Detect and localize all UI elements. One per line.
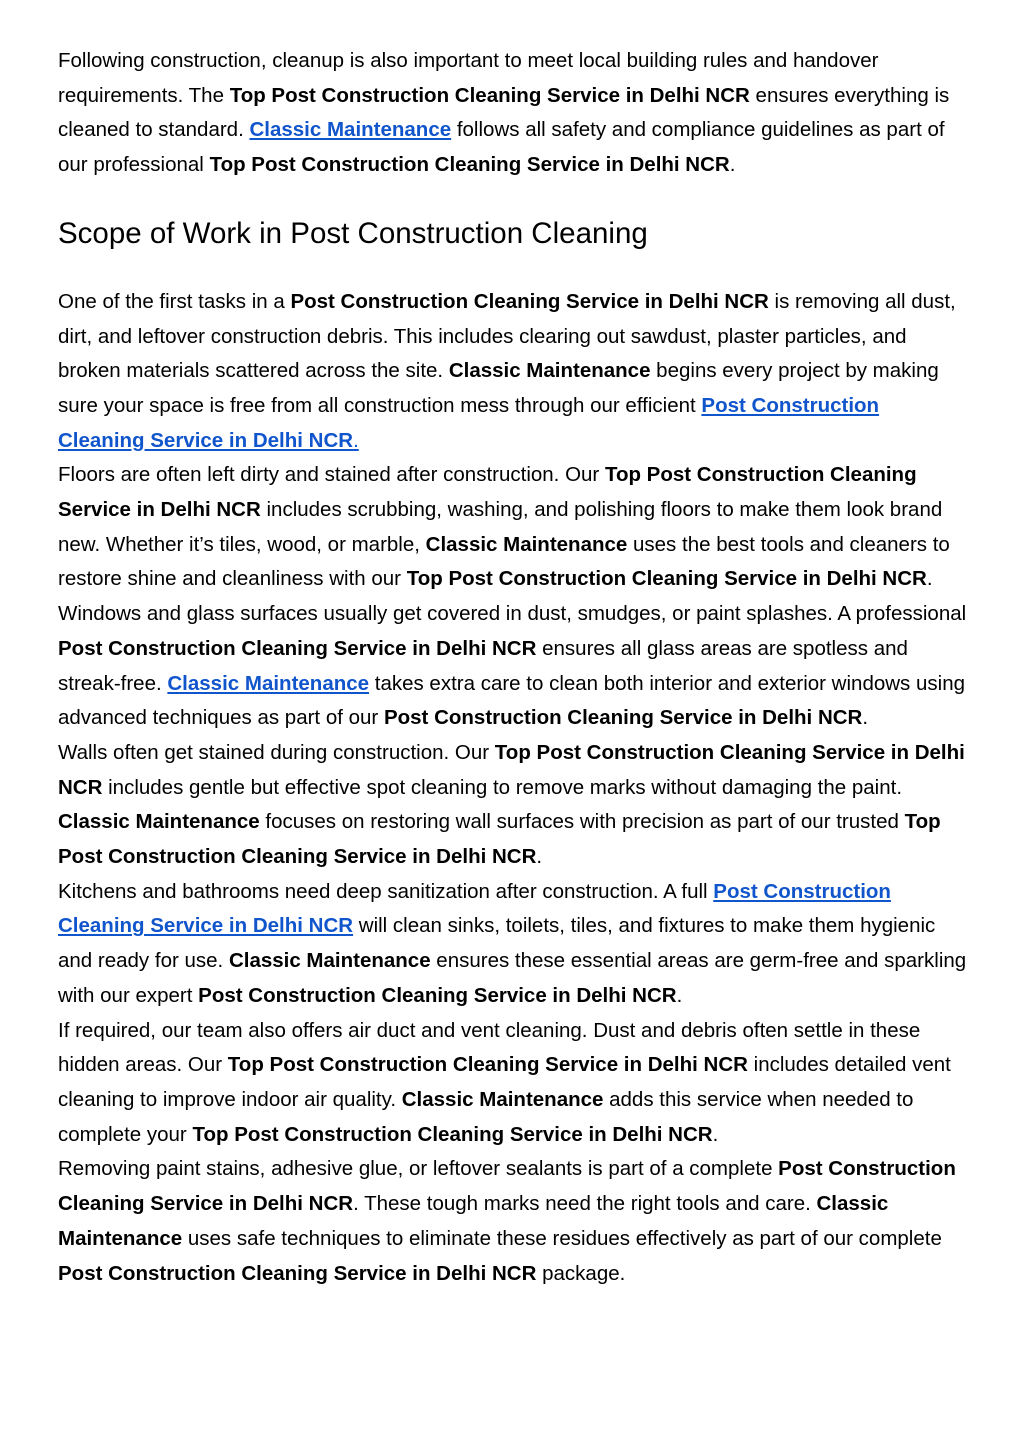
p7-text-4: package. <box>536 1261 626 1285</box>
p7-bold-3: Post Construction Cleaning Service in Delhi NCR <box>58 1261 537 1285</box>
p7-text-1: Removing paint stains, adhesive glue, or leftover sealants is part of a complete <box>58 1157 779 1181</box>
post-construction-cleaning-link[interactable]: Post Construction Cleaning Service in Delhi NCR <box>58 393 880 452</box>
p5-text-4: . <box>676 983 683 1007</box>
p1-text-2: is removing all dust, dirt, and leftover construction debris. This includes clearing out sawdust, plaster particles, and broken materials scattered across the site. <box>58 289 956 383</box>
p7-bold-2: Classic Maintenance <box>58 1192 889 1250</box>
intro-text-2: ensures everything is cleaned to standard. <box>58 83 950 142</box>
p3-text-4: . <box>862 706 869 730</box>
period-link[interactable]: . <box>353 428 359 452</box>
p2-text-1: Floors are often left dirty and stained after construction. Our <box>58 463 605 487</box>
intro-text-4: . <box>729 153 736 177</box>
p1-bold-2: Classic Maintenance <box>448 359 651 383</box>
p3-text-3: takes extra care to clean both interior and exterior windows using advanced techniques as part of our <box>58 671 965 730</box>
paragraph-windows <box>58 597 970 736</box>
p4-text-3: focuses on restoring wall surfaces with precision as part of our trusted <box>259 810 905 834</box>
p7-bold-1: Post Construction Cleaning Service in Delhi NCR <box>58 1157 956 1216</box>
p4-bold-1: Top Post Construction Cleaning Service in Delhi NCR <box>58 740 965 799</box>
p4-text-4: . <box>536 845 543 869</box>
paragraph-vents <box>58 1014 970 1153</box>
p6-bold-1: Top Post Construction Cleaning Service in Delhi NCR <box>227 1053 748 1077</box>
classic-maintenance-link[interactable]: Classic Maintenance <box>249 118 452 142</box>
p5-text-1: Kitchens and bathrooms need deep sanitization after construction. A full <box>58 879 714 903</box>
p2-text-4: . <box>926 567 933 591</box>
p1-bold-1: Post Construction Cleaning Service in Delhi NCR <box>290 289 769 313</box>
post-construction-cleaning-link[interactable]: Post Construction Cleaning Service in Delhi NCR <box>58 879 891 938</box>
paragraph-debris <box>58 285 970 459</box>
section-heading: Scope of Work in Post Construction Cleaning <box>58 216 648 250</box>
p3-bold-2: Post Construction Cleaning Service in Delhi NCR <box>383 706 863 730</box>
intro-bold-1: Top Post Construction Cleaning Service in Delhi NCR <box>229 83 750 107</box>
p6-bold-3: Top Post Construction Cleaning Service in Delhi NCR <box>192 1122 713 1146</box>
p5-bold-2: Post Construction Cleaning Service in Delhi NCR <box>198 983 677 1007</box>
p3-text-2: ensures all glass areas are spotless and streak-free. <box>58 636 908 695</box>
intro-bold-2: Top Post Construction Cleaning Service in Delhi NCR <box>209 153 730 177</box>
classic-maintenance-link[interactable]: Classic Maintenance <box>167 671 370 695</box>
p4-text-1: Walls often get stained during construction. Our <box>58 740 495 764</box>
p6-text-1: If required, our team also offers air duct and vent cleaning. Dust and debris often settle in these hidden areas. Our <box>58 1018 921 1077</box>
p6-bold-2: Classic Maintenance <box>401 1087 604 1111</box>
p1-text-3: begins every project by making sure your space is free from all construction mess through our efficient <box>58 359 939 417</box>
p6-text-4: . <box>712 1122 719 1146</box>
p3-bold-1: Post Construction Cleaning Service in Delhi NCR <box>58 636 537 660</box>
p2-text-2: includes scrubbing, washing, and polishing floors to make them look brand new. Whether it’s tiles, wood, or marble, <box>58 498 943 556</box>
p4-bold-3: Top Post Construction Cleaning Service in Delhi NCR <box>58 810 941 869</box>
p6-text-3: adds this service when needed to complete your <box>58 1087 914 1146</box>
intro-text-3: follows all safety and compliance guidelines as part of our professional <box>58 118 945 177</box>
p2-bold-1: Top Post Construction Cleaning Service in Delhi NCR <box>58 463 917 522</box>
p2-text-3: uses the best tools and cleaners to restore shine and cleanliness with our <box>58 532 950 591</box>
p4-bold-2: Classic Maintenance <box>58 810 260 834</box>
paragraph-floors <box>58 458 970 597</box>
p2-bold-2: Classic Maintenance <box>425 532 628 556</box>
p2-bold-3: Top Post Construction Cleaning Service in Delhi NCR <box>406 567 927 591</box>
p5-text-3: ensures these essential areas are germ-free and sparkling with our expert <box>58 949 967 1007</box>
p4-text-2: includes gentle but effective spot cleaning to remove marks without damaging the paint. <box>102 775 903 799</box>
intro-paragraph <box>58 44 970 183</box>
intro-text-1: Following construction, cleanup is also important to meet local building rules and handover requirements. The <box>58 49 879 107</box>
paragraph-walls <box>58 736 970 875</box>
p7-text-2: . These tough marks need the right tools and care. <box>353 1192 817 1216</box>
paragraph-kitchens <box>58 875 970 1014</box>
document-page <box>58 44 970 1291</box>
p6-text-2: includes detailed vent cleaning to improve indoor air quality. <box>58 1053 951 1111</box>
p1-text-1: One of the first tasks in a <box>58 289 291 313</box>
paragraph-stains <box>58 1152 970 1291</box>
p3-text-1: Windows and glass surfaces usually get covered in dust, smudges, or paint splashes. A professional <box>58 602 967 626</box>
p7-text-3: uses safe techniques to eliminate these residues effectively as part of our complete <box>182 1226 942 1250</box>
p5-text-2: will clean sinks, toilets, tiles, and fixtures to make them hygienic and ready for use. <box>58 914 936 973</box>
p5-bold-1: Classic Maintenance <box>228 949 431 973</box>
